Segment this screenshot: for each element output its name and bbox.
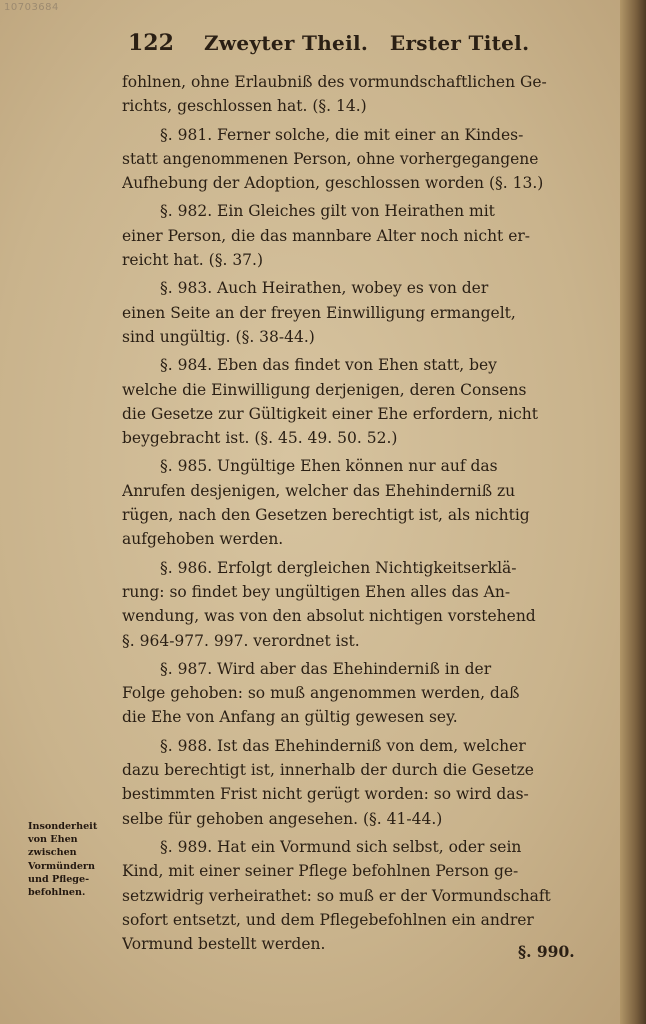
text-line: Folge gehoben: so muß angenommen werden, daß: [122, 684, 520, 703]
marginal-note-line: von Ehen: [28, 834, 78, 846]
text-line: §. 982. Ein Gleiches gilt von Heirathen mit: [160, 202, 495, 221]
text-line: §. 989. Hat ein Vormund sich selbst, oder sein: [160, 837, 522, 856]
text-line: welche die Einwilligung derjenigen, deren Consens: [122, 380, 527, 399]
text-line: fohlnen, ohne Erlaubniß des vormundschaftlichen Ge-: [122, 73, 547, 91]
section-982: [122, 199, 588, 272]
marginal-note-line: Insonderheit: [28, 821, 98, 832]
text-line: wendung, was von den absolut nichtigen vorstehend: [122, 607, 536, 626]
section-984: [122, 353, 588, 450]
scan-watermark: 10703684: [4, 2, 59, 13]
catchword: §. 990.: [518, 942, 575, 961]
text-line: die Ehe von Anfang an gültig gewesen sey.: [122, 708, 458, 727]
text-line: beygebracht ist. (§. 45. 49. 50. 52.): [122, 429, 398, 448]
section-981: [122, 123, 588, 196]
text-line: einen Seite an der freyen Einwilligung ermangelt,: [122, 303, 516, 322]
text-line: bestimmten Frist nicht gerügt worden: so wird das-: [122, 785, 529, 804]
text-line: Aufhebung der Adoption, geschlossen worden (§. 13.): [122, 174, 544, 193]
text-line: §. 964-977. 997. verordnet ist.: [122, 631, 360, 650]
body-text: [122, 70, 588, 960]
page-number: 122: [128, 30, 174, 56]
paragraph-continuation: [122, 70, 588, 119]
section-986: [122, 556, 588, 653]
marginal-note-line: zwischen: [28, 847, 77, 859]
marginal-note-line: Vormündern: [28, 860, 95, 872]
text-line: Vormund bestellt werden.: [122, 935, 326, 954]
running-head: Zweyter Theil. Erster Titel.: [204, 31, 530, 55]
section-985: [122, 454, 588, 551]
text-line: rügen, nach den Gesetzen berechtigt ist, als nichtig: [122, 506, 530, 525]
text-line: dazu berechtigt ist, innerhalb der durch die Gesetze: [122, 761, 534, 780]
section-983: [122, 276, 588, 349]
section-987: [122, 657, 588, 730]
text-line: die Gesetze zur Gültigkeit einer Ehe erfordern, nicht: [122, 404, 539, 423]
section-989: [122, 835, 588, 956]
text-line: richts, geschlossen hat. (§. 14.): [122, 97, 367, 116]
text-line: §. 984. Eben das findet von Ehen statt, bey: [160, 356, 497, 375]
marginal-note-line: und Pflege-: [28, 873, 90, 885]
text-line: §. 986. Erfolgt dergleichen Nichtigkeitserklä-: [160, 558, 517, 577]
text-line: einer Person, die das mannbare Alter noch nicht er-: [122, 226, 531, 245]
text-line: §. 985. Ungültige Ehen können nur auf das: [160, 457, 498, 476]
text-line: §. 988. Ist das Ehehinderniß von dem, welcher: [160, 736, 526, 755]
text-line: §. 987. Wird aber das Ehehinderniß in der: [160, 659, 492, 678]
text-line: selbe für gehoben angesehen. (§. 41-44.): [122, 809, 443, 828]
section-988: [122, 734, 588, 831]
text-line: reicht hat. (§. 37.): [122, 251, 264, 270]
text-line: Kind, mit einer seiner Pflege befohlnen Person ge-: [122, 862, 519, 881]
text-line: setzwidrig verheirathet: so muß er der Vormundschaft: [122, 886, 551, 905]
text-line: Anrufen desjenigen, welcher das Ehehinderniß zu: [122, 481, 516, 500]
text-line: sind ungültig. (§. 38-44.): [122, 327, 315, 346]
text-line: sofort entsetzt, und dem Pflegebefohlnen ein andrer: [122, 910, 534, 929]
text-line: §. 983. Auch Heirathen, wobey es von der: [160, 279, 489, 298]
marginal-note-line: befohlnen.: [28, 887, 86, 899]
text-line: rung: so findet bey ungültigen Ehen alles das An-: [122, 582, 511, 601]
book-spine-shadow: [620, 0, 646, 1024]
text-line: §. 981. Ferner solche, die mit einer an Kindes-: [160, 125, 524, 144]
text-line: statt angenommenen Person, ohne vorhergegangene: [122, 149, 539, 168]
page-header: [128, 30, 598, 64]
text-line: aufgehoben werden.: [122, 530, 284, 549]
marginal-note: [28, 820, 124, 899]
